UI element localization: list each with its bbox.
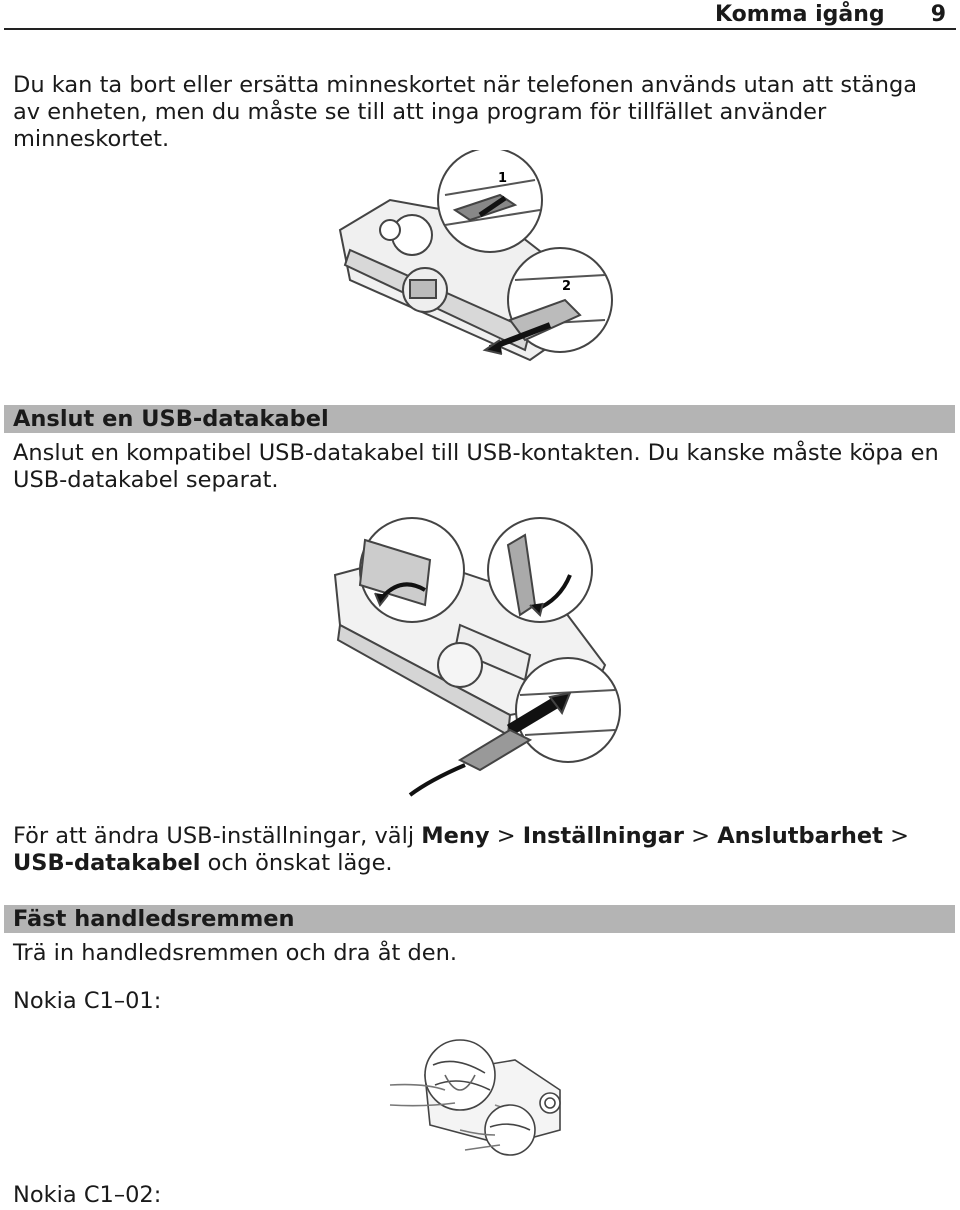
model-c1-01-label: Nokia C1–01: xyxy=(13,988,162,1014)
page-header xyxy=(4,0,956,30)
section-title: Komma igång xyxy=(715,1,885,27)
menu-path-usb-datakabel: USB-datakabel xyxy=(13,850,201,876)
strap-section-heading: Fäst handledsremmen xyxy=(4,905,955,933)
menu-path-separator-3: > xyxy=(882,823,909,849)
menu-path-meny: Meny xyxy=(421,823,490,849)
usb-settings-suffix: och önskat läge. xyxy=(200,850,393,876)
menu-path-separator-2: > xyxy=(684,823,718,849)
model-c1-02-label: Nokia C1–02: xyxy=(13,1182,162,1208)
usb-paragraph: Anslut en kompatibel USB-datakabel till USB-kontakten. Du kanske måste köpa en USB-datakabel separat. xyxy=(13,440,939,493)
usb-settings-paragraph xyxy=(13,823,948,877)
usb-cable-illustration xyxy=(330,515,630,800)
menu-path-installningar: Inställningar xyxy=(522,823,685,849)
menu-path-separator-1: > xyxy=(489,823,523,849)
memory-card-illustration xyxy=(330,150,620,380)
page-number: 9 xyxy=(930,1,946,27)
usb-settings-prefix: För att ändra USB-inställningar, välj xyxy=(13,823,422,849)
wrist-strap-illustration xyxy=(385,1035,575,1160)
step-2-label: 2 xyxy=(562,279,572,294)
step-1-label: 1 xyxy=(498,171,508,186)
intro-paragraph: Du kan ta bort eller ersätta minneskortet när telefonen används utan att stänga av enheten, men du måste se till att inga program för tillfället använder minneskortet. xyxy=(13,72,918,152)
menu-path-anslutbarhet: Anslutbarhet xyxy=(717,823,883,849)
strap-paragraph: Trä in handledsremmen och dra åt den. xyxy=(13,940,457,966)
usb-section-heading: Anslut en USB-datakabel xyxy=(4,405,955,433)
